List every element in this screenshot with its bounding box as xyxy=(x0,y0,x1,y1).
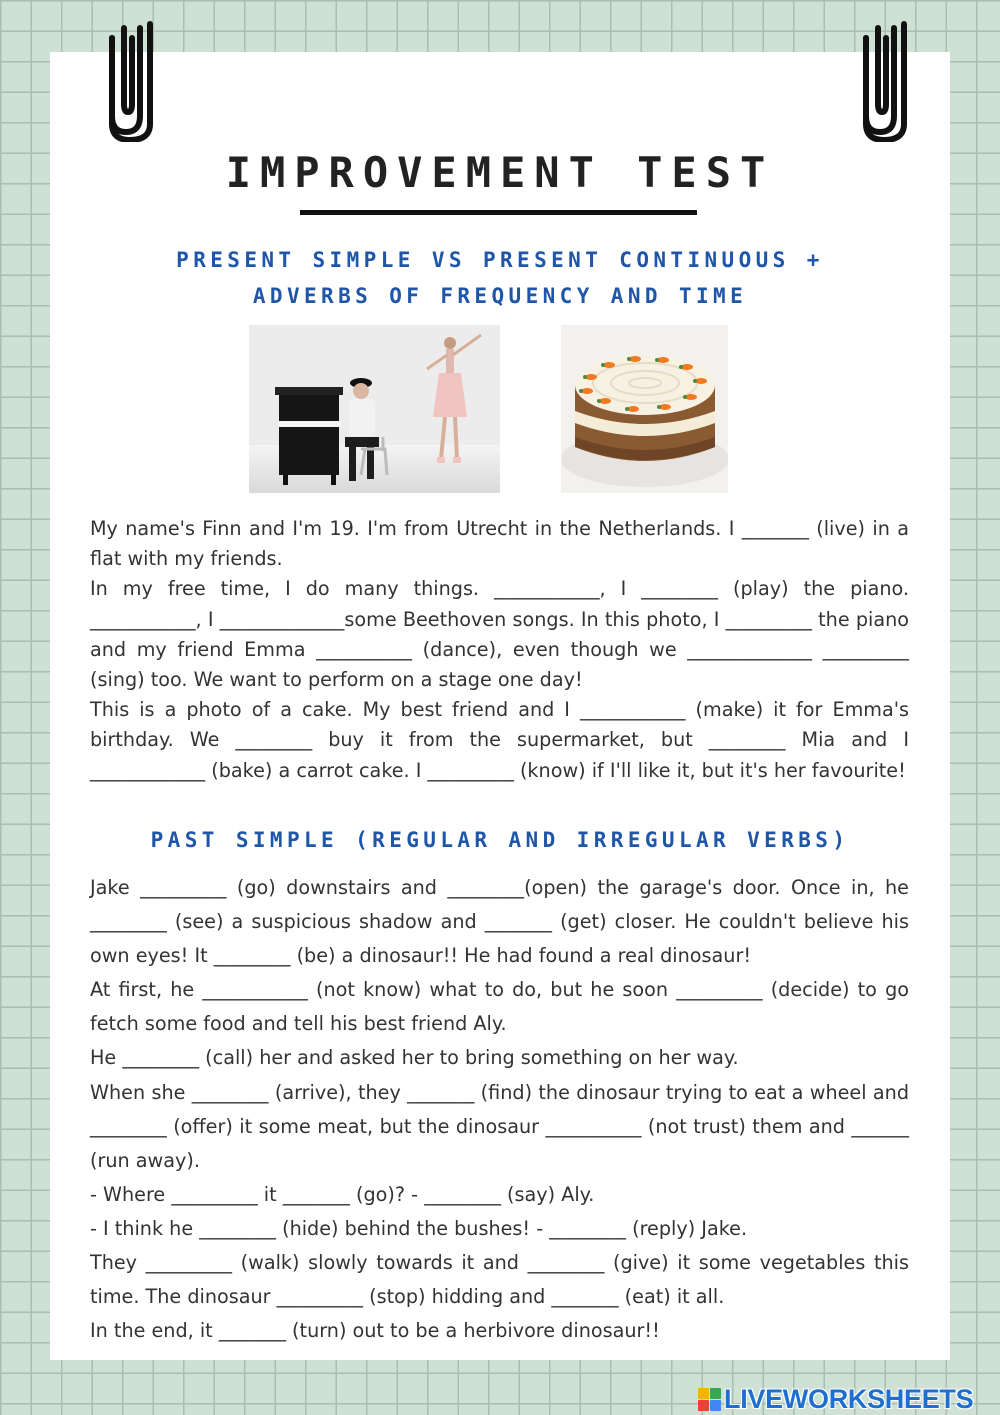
section1-text xyxy=(90,514,909,786)
section2-paragraph: - Where _________ it _______ (go)? - ________ (say) Aly. xyxy=(90,1182,595,1206)
logo-cube xyxy=(710,1388,721,1399)
section1-heading xyxy=(0,242,1000,314)
piano-dancer-photo xyxy=(249,325,500,493)
section2-paragraph: He ________ (call) her and asked her to bring something on her way. xyxy=(90,1046,739,1070)
section1-heading-line1: PRESENT SIMPLE VS PRESENT CONTINUOUS + xyxy=(176,248,824,272)
section2-paragraph: They _________ (walk) slowly towards it and ________ (give) it some vegetables this time. The dinosaur _________ (stop) hidding and _______ (eat) it all. xyxy=(90,1251,909,1309)
logo-text: LIVEWORKSHEETS xyxy=(724,1383,974,1414)
carrot-cake-photo xyxy=(561,325,728,493)
logo-cubes-icon xyxy=(698,1388,721,1411)
section2-paragraph: In the end, it _______ (turn) out to be a herbivore dinosaur!! xyxy=(90,1319,660,1343)
title-underline xyxy=(300,210,697,215)
paperclip-icon xyxy=(94,20,158,142)
logo-cube xyxy=(698,1388,709,1399)
section1-heading-line2: ADVERBS OF FREQUENCY AND TIME xyxy=(252,284,748,308)
paperclip-icon xyxy=(848,20,912,142)
logo-cube xyxy=(710,1400,721,1411)
page-title: IMPROVEMENT TEST xyxy=(225,148,775,197)
logo-cube xyxy=(698,1400,709,1411)
section2-paragraph: - I think he ________ (hide) behind the bushes! - ________ (reply) Jake. xyxy=(90,1216,748,1240)
section2-paragraph: When she ________ (arrive), they _______ (find) the dinosaur trying to eat a wheel and ________ (offer) it some meat, but the dinosaur __________ (not trust) them and ______ (run away). xyxy=(90,1080,909,1172)
section1-paragraph: My name's Finn and I'm 19. I'm from Utrecht in the Netherlands. I _______ (live) in a flat with my friends. xyxy=(90,517,909,571)
section2-text xyxy=(90,871,909,1348)
section1-paragraph: In my free time, I do many things. ___________, I ________ (play) the piano. ___________, I _____________some Beethoven songs. In this photo, I _________ the piano and my friend Emma __________ (dance), even though we _____________ _________ (sing) too. We want to perform on a stage one day! xyxy=(90,577,909,692)
section2-paragraph: At first, he ___________ (not know) what to do, but he soon _________ (decide) to go fetch some food and tell his best friend Aly. xyxy=(90,978,909,1036)
liveworksheets-logo[interactable] xyxy=(698,1384,973,1414)
section2-heading: PAST SIMPLE (REGULAR AND IRREGULAR VERBS) xyxy=(150,828,850,852)
section2-paragraph: Jake _________ (go) downstairs and ________(open) the garage's door. Once in, he ________ (see) a suspicious shadow and _______ (get) closer. He couldn't believe his own eyes! It ________ (be) a dinosaur!! He had found a real dinosaur! xyxy=(90,876,909,968)
section1-paragraph: This is a photo of a cake. My best friend and I ___________ (make) it for Emma's birthday. We ________ buy it from the supermarket, but ________ Mia and I ____________ (bake) a carrot cake. I _________ (know) if I'll like it, but it's her favourite! xyxy=(90,698,909,782)
